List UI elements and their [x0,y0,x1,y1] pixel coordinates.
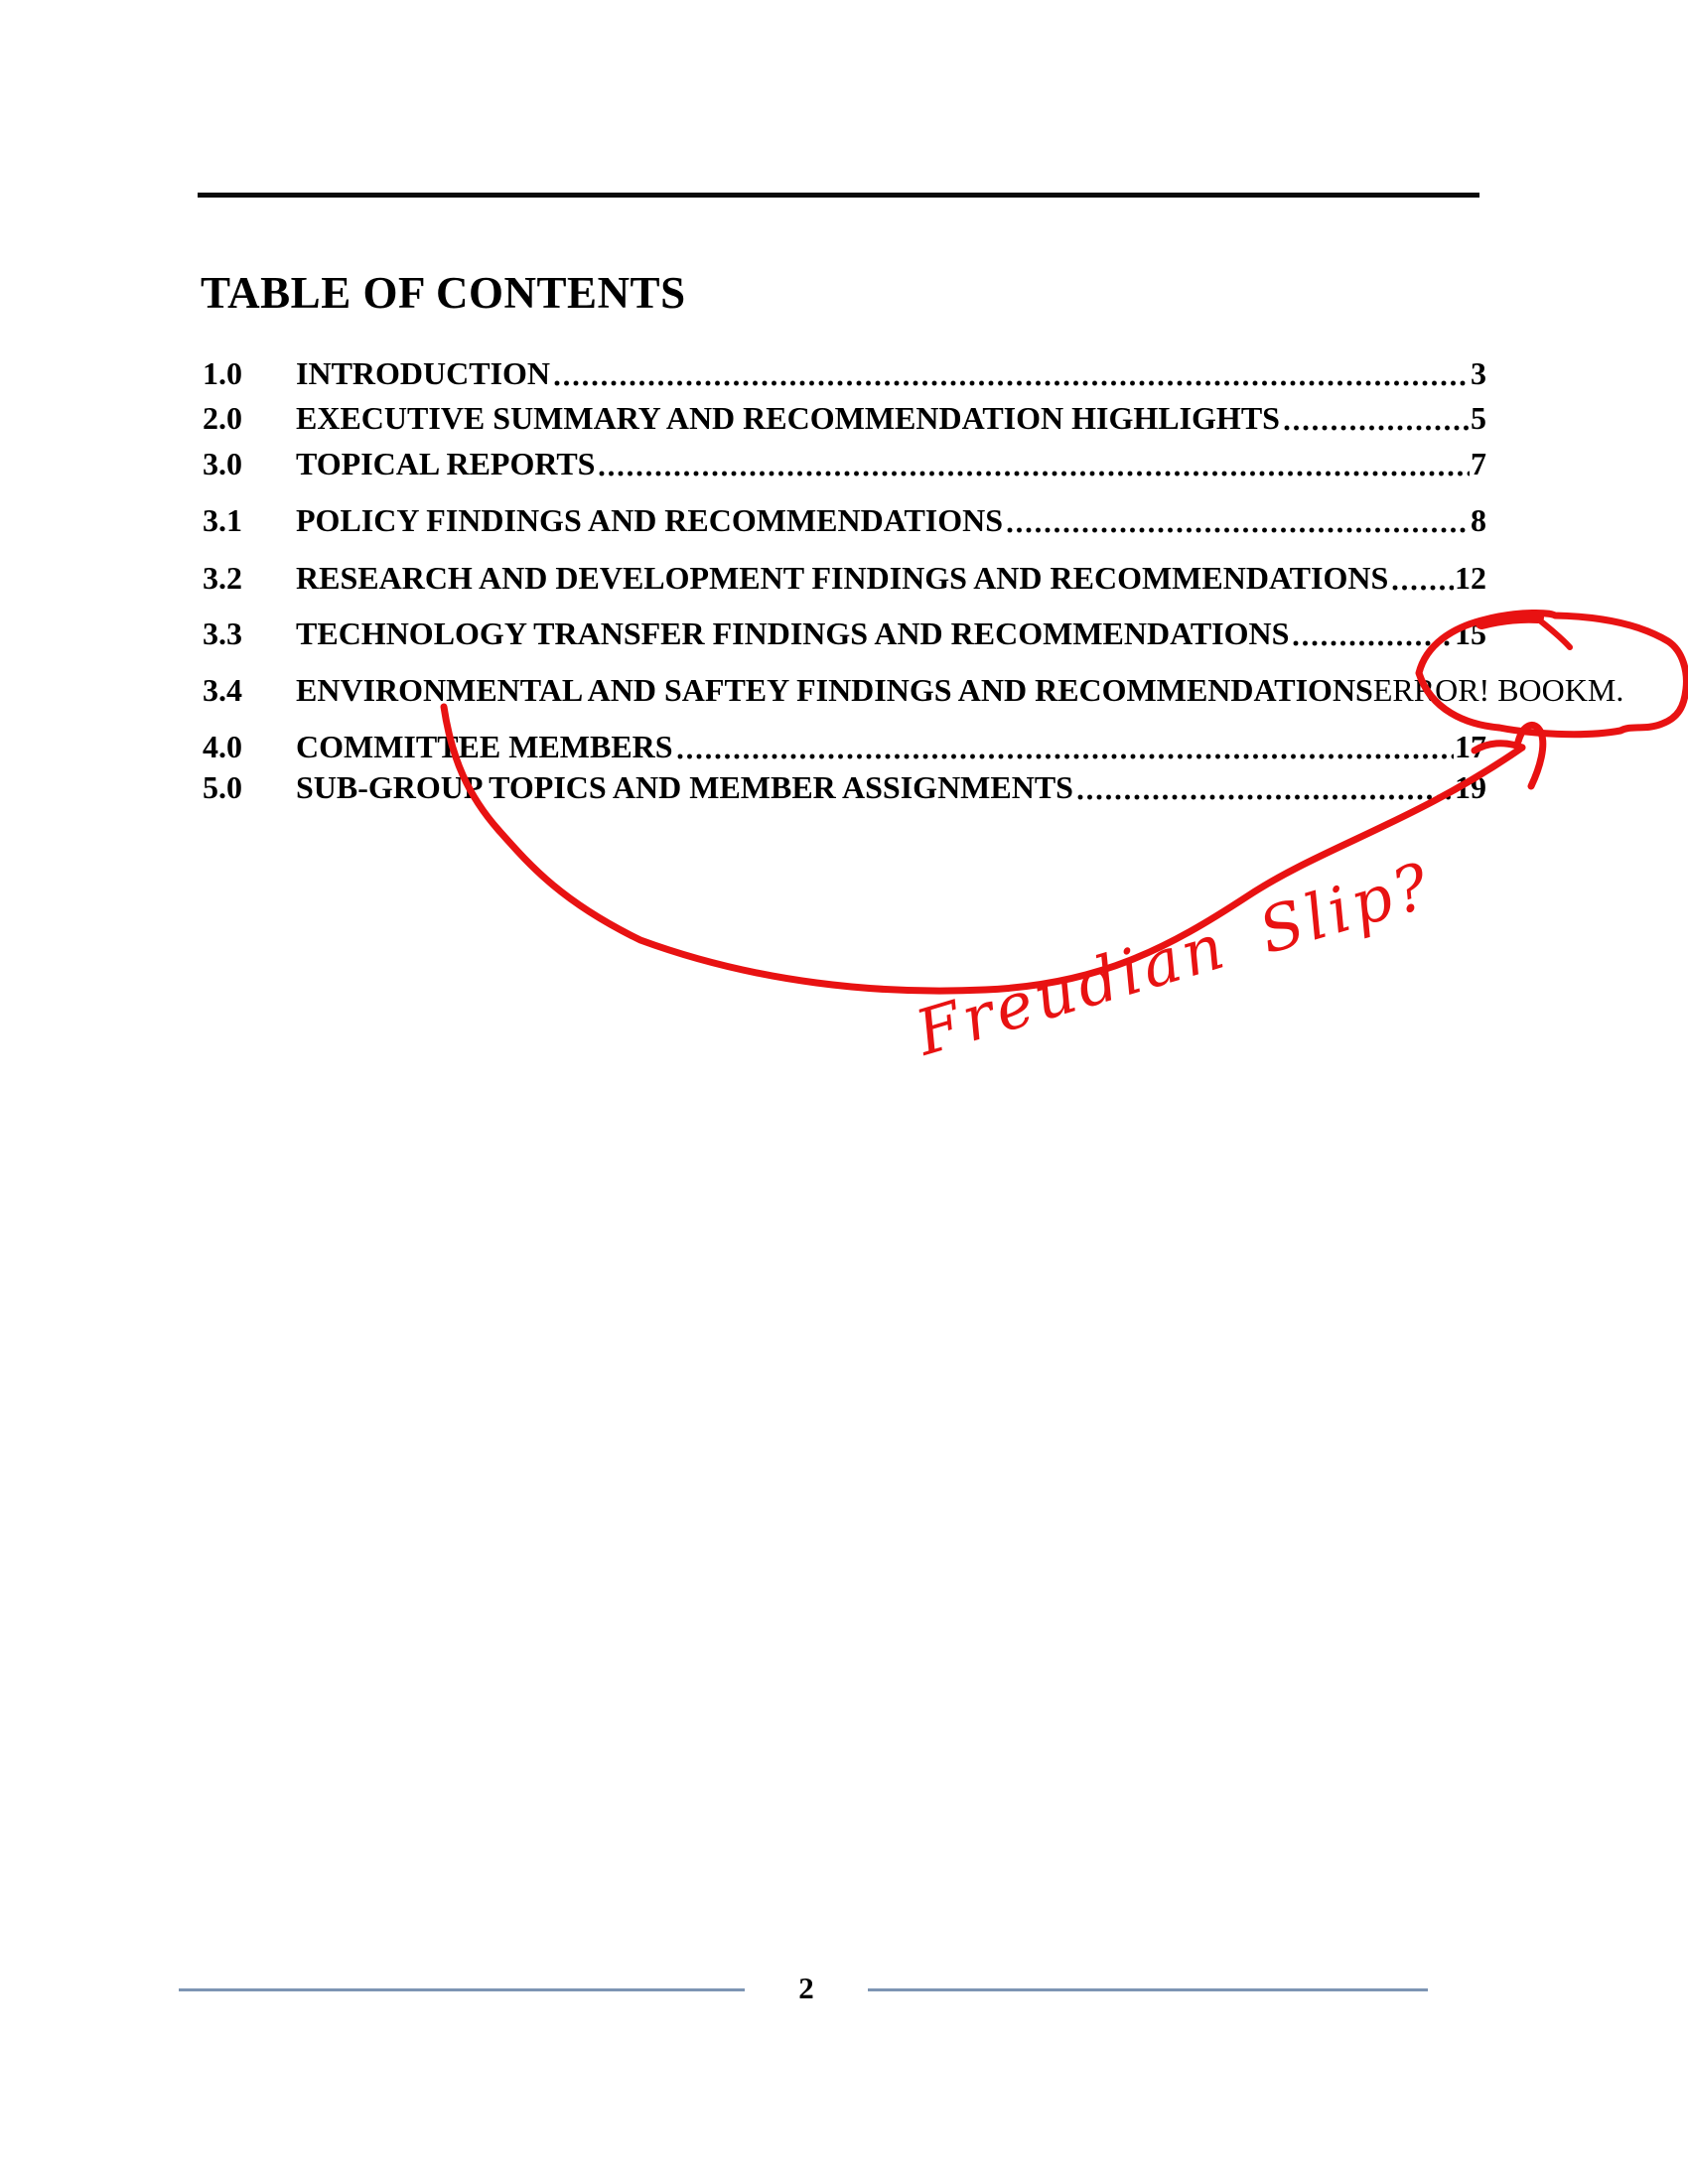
annotation-circle-tail-stroke [1541,621,1570,647]
toc-row [203,353,1486,393]
toc-entry-number: 3.0 [203,446,242,481]
toc-entry-page: 3 [1471,355,1486,391]
toc-entry-number: 3.1 [203,502,242,538]
toc-entry-number: 3.2 [203,560,242,596]
toc-entry-title: ENVIRONMENTAL AND SAFTEY FINDINGS AND RECOMMENDATIONS [296,672,1373,708]
toc-entry-page: 8 [1471,502,1486,538]
handwritten-note: Freudian Slip? [908,848,1441,1070]
toc-entry-title: TOPICAL REPORTS [296,446,596,481]
toc-row [203,614,1486,653]
annotation-circle-overlap-stroke [1481,617,1538,623]
toc-row [203,398,1486,438]
dot-leader [676,751,1454,761]
dot-leader [1283,423,1470,433]
page-title: TABLE OF CONTENTS [201,268,686,319]
toc-entry-title: INTRODUCTION [296,355,551,391]
toc-entry-number: 1.0 [203,355,242,391]
toc-row [203,558,1486,598]
toc-entry-title: EXECUTIVE SUMMARY AND RECOMMENDATION HIGHLIGHTS [296,400,1280,436]
bookmark-error-text: ERROR! BOOKM. [1372,672,1624,708]
footer-rule-left [179,1988,745,1991]
toc-entry-title: POLICY FINDINGS AND RECOMMENDATIONS [296,502,1004,538]
table-of-contents [203,353,1624,807]
header-rule [198,193,1479,198]
dot-leader [598,469,1470,478]
footer-rule-right [868,1988,1428,1991]
toc-entry-page: 17 [1455,729,1486,764]
toc-entry-number: 3.3 [203,615,242,651]
toc-entry-title: COMMITTEE MEMBERS [296,729,673,764]
toc-entry-number: 5.0 [203,769,242,805]
toc-entry-page: 12 [1455,560,1486,596]
toc-entry-number: 4.0 [203,729,242,764]
toc-row [203,500,1486,540]
toc-row [203,767,1486,807]
toc-entry-page: 19 [1455,769,1486,805]
toc-entry-page: 5 [1471,400,1486,436]
toc-entry-page: 15 [1455,615,1486,651]
toc-row-with-error [203,670,1624,710]
dot-leader [1391,583,1454,593]
annotation-arrow-hook [1518,725,1543,786]
dot-leader [1292,638,1454,648]
dot-leader [553,378,1470,388]
dot-leader [1076,792,1454,802]
footer-page-number: 2 [798,1971,814,2005]
toc-entry-title: SUB-GROUP TOPICS AND MEMBER ASSIGNMENTS [296,769,1073,805]
toc-entry-title: RESEARCH AND DEVELOPMENT FINDINGS AND RECOMMENDATIONS [296,560,1389,596]
toc-entry-title: TECHNOLOGY TRANSFER FINDINGS AND RECOMMENDATIONS [296,615,1290,651]
toc-row [203,444,1486,483]
toc-entry-number: 2.0 [203,400,242,436]
toc-row [203,727,1486,766]
toc-entry-number: 3.4 [203,672,242,708]
toc-entry-page: 7 [1471,446,1486,481]
dot-leader [1006,525,1470,535]
